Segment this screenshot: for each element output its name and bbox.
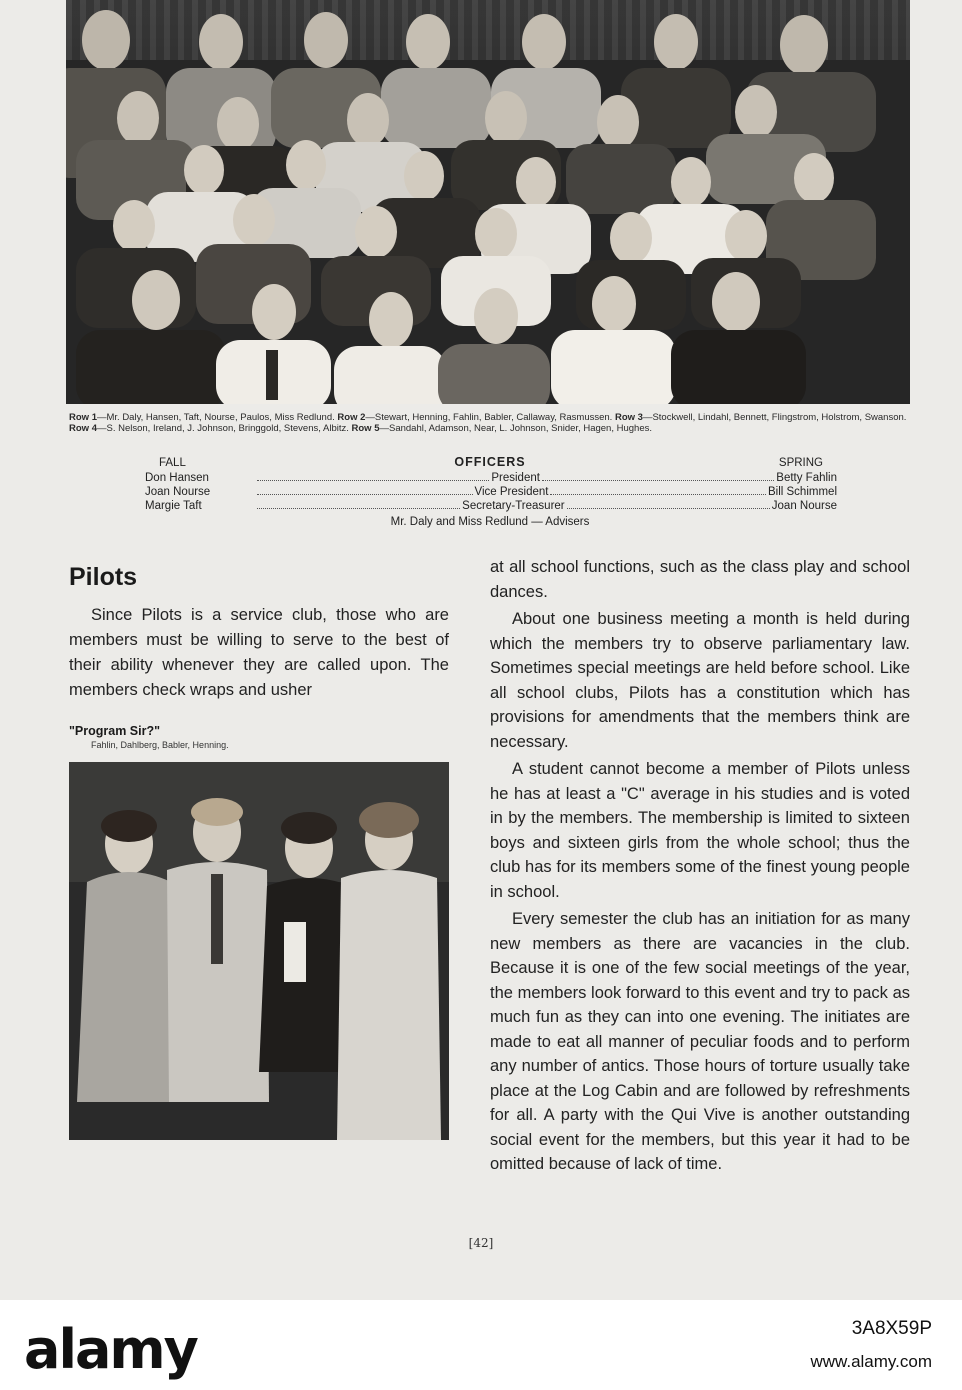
officer-row: [69, 499, 911, 513]
spring-label: SPRING: [778, 457, 823, 469]
officer-role: President: [491, 472, 540, 484]
fall-officer: Joan Nourse: [145, 486, 211, 498]
officer-role: Secretary-Treasurer: [462, 500, 565, 512]
leader-dots: [542, 480, 774, 481]
right-paragraph-2: About one business meeting a month is held during which the members try to observe parliamentary law. Sometimes special meetings are held before school. Like all school clubs, Pilots has a constitution which has provisions for amendments that the members think are necessary.: [490, 610, 910, 751]
row2-label: Row 2: [337, 412, 366, 423]
group-photo-figures: [66, 0, 910, 404]
row1-text: —Mr. Daly, Hansen, Taft, Nourse, Paulos, Miss Redlund.: [96, 412, 335, 423]
officers-title: OFFICERS: [454, 455, 526, 469]
fall-label: FALL: [159, 457, 186, 469]
left-paragraph: Since Pilots is a service club, those who are members must be willing to serve to the best of their ability whenever they are called upon. The members check wraps and usher: [69, 606, 449, 699]
advisers-line: Mr. Daly and Miss Redlund — Advisers: [390, 516, 590, 528]
row1-label: Row 1: [69, 412, 97, 423]
officer-role: Vice President: [474, 486, 549, 498]
officers-table: [69, 455, 911, 528]
program-sir-figures: [69, 762, 449, 1140]
leader-dots: [257, 508, 460, 509]
group-photo-caption: [69, 412, 911, 434]
row3-label: Row 3: [614, 412, 643, 423]
row5-text: —Sandahl, Adamson, Near, L. Johnson, Snider, Hagen, Hughes.: [379, 423, 653, 434]
spring-officer: Joan Nourse: [771, 500, 837, 512]
right-column: [490, 555, 910, 1177]
right-paragraph-3: A student cannot become a member of Pilots unless he has at least a "C" average in his studies and is voted in by the members. The membership is limited to sixteen boys and sixteen girls from the whole school; thus the club has for its members some of the finest young people in school.: [490, 760, 910, 901]
leader-dots: [567, 508, 770, 509]
site-url: www.alamy.com: [810, 1352, 932, 1371]
right-paragraph-4: Every semester the club has an initiation for as many new members as there are vacancies in the club. Because it is one of the few social meetings of the year, the members look forward to this event and try to pack as much fun as they can into one evening. The initiates are made to eat all manner of peculiar foods and to perform any number of antics. Those hours of torture usually take place at the Log Cabin and are followed by refreshments for all. A party with the Qui Vive is another outstanding social event for the members, but this year it had to be omitted because of lack of time.: [490, 910, 910, 1173]
leader-dots: [257, 480, 489, 481]
row4-label: Row 4: [69, 423, 97, 434]
officer-row: [69, 485, 911, 499]
group-photo: [66, 0, 910, 404]
article-heading: Pilots: [69, 563, 138, 591]
row4-text: —S. Nelson, Ireland, J. Johnson, Bringgold, Stevens, Albitz.: [96, 423, 349, 434]
row5-label: Row 5: [351, 423, 380, 434]
officer-row: [69, 471, 911, 485]
program-sir-photo: [69, 762, 449, 1140]
right-continuation: at all school functions, such as the class play and school dances.: [490, 558, 910, 601]
leader-dots: [257, 494, 473, 495]
small-photo-names: Fahlin, Dahlberg, Babler, Henning.: [91, 740, 229, 750]
small-photo-title: "Program Sir?": [69, 724, 161, 738]
page-number: [42]: [468, 1236, 494, 1250]
watermark-footer: [0, 1300, 962, 1390]
row2-text: —Stewart, Henning, Fahlin, Babler, Callaway, Rasmussen.: [365, 412, 613, 423]
small-photo-caption: [69, 724, 449, 750]
spring-officer: Bill Schimmel: [767, 486, 837, 498]
image-id: 3A8X59P: [851, 1318, 932, 1339]
row3-text: —Stockwell, Lindahl, Bennett, Flingstrom, Holstrom, Swanson.: [642, 412, 907, 423]
fall-officer: Margie Taft: [145, 500, 202, 512]
officers-header: [69, 455, 911, 471]
fall-officer: Don Hansen: [145, 472, 209, 484]
leader-dots: [550, 494, 766, 495]
spring-officer: Betty Fahlin: [776, 472, 838, 484]
left-column: [69, 603, 449, 703]
brand-logo: alamy: [24, 1318, 197, 1381]
